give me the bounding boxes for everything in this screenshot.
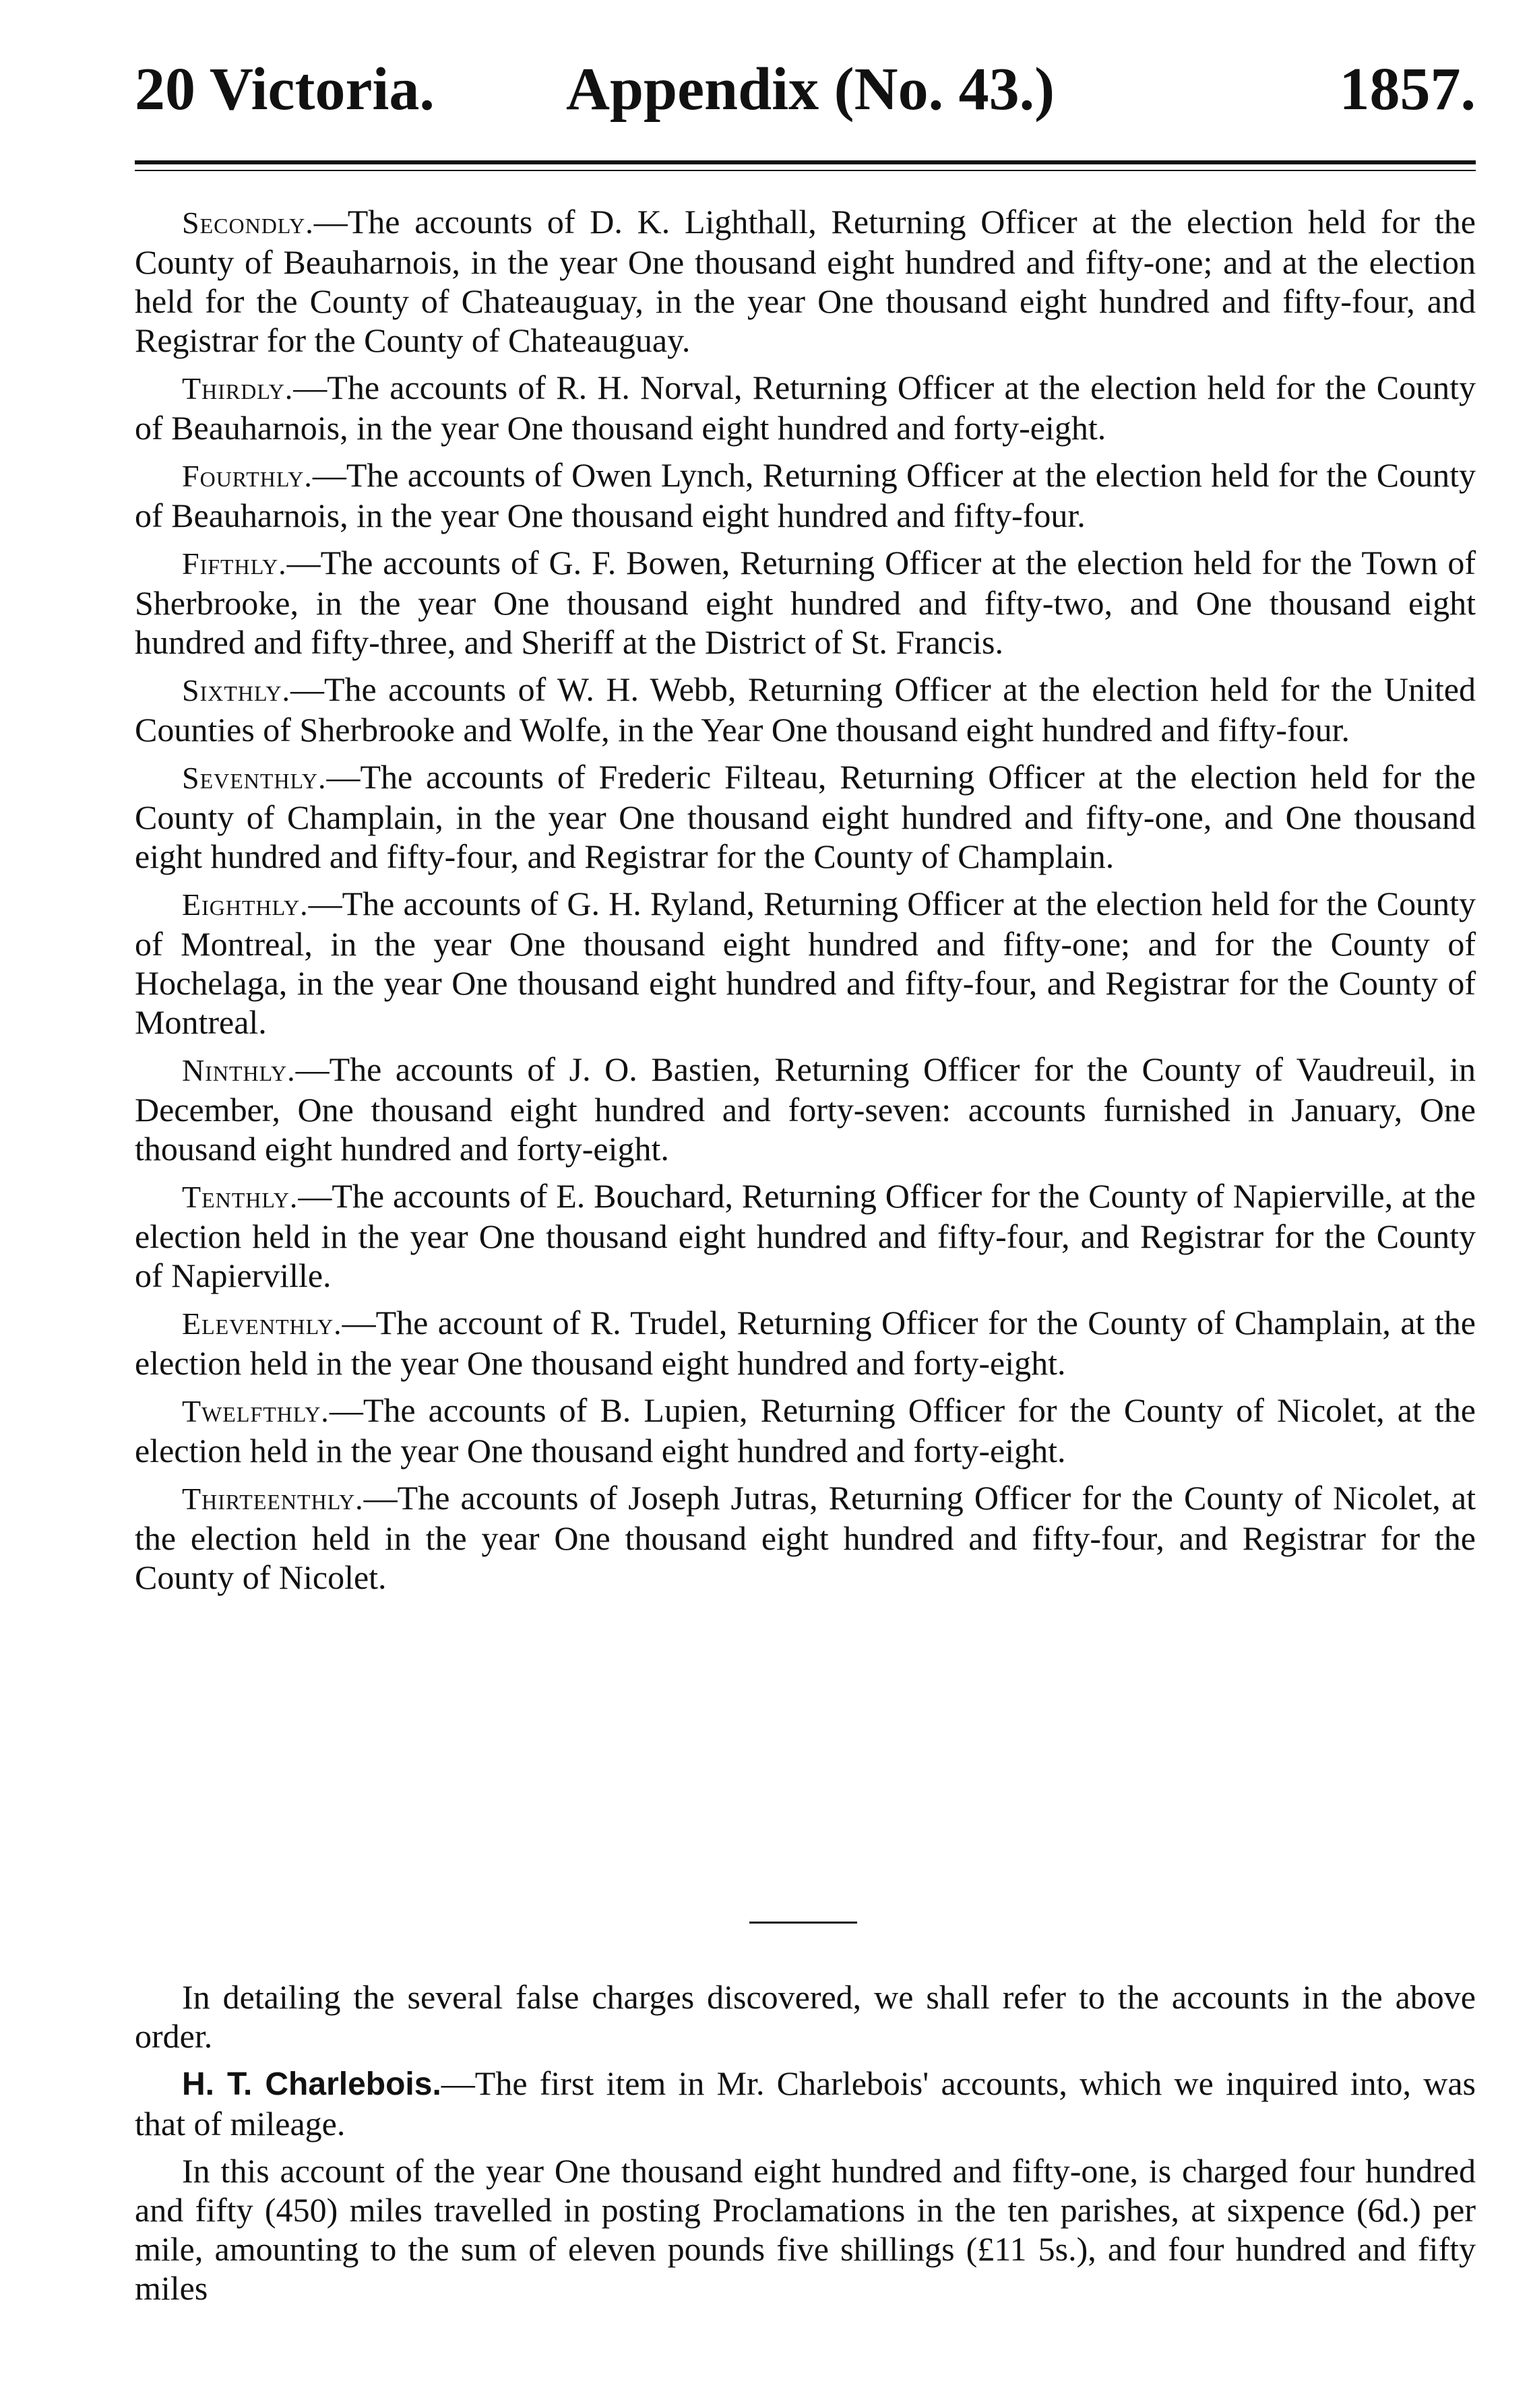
- charlebois-paragraph: [135, 2064, 1476, 2143]
- clause-text: —The account of R. Trudel, Returning Officer for the County of Champlain, at the election held in the year One thousand eight hundred and forty-eight.: [135, 1304, 1476, 1382]
- clause-text: —The accounts of D. K. Lighthall, Returning Officer at the election held for the County of Beauharnois, in the year One thousand eight hundred and fifty-one; and at the election held for the County of Chateauguay, in the year One thousand eight hundred and fifty-four, and Registrar for the County of Chateauguay.: [135, 203, 1476, 359]
- clause-lead: Twelfthly.: [182, 1394, 330, 1428]
- clause-lead: Thirteenthly.: [182, 1482, 364, 1516]
- clause-lead: Seventhly.: [182, 761, 327, 795]
- side-heading: H. T. Charlebois.: [182, 2066, 441, 2102]
- clause-text: —The accounts of G. F. Bowen, Returning Officer at the election held for the Town of Sherbrooke, in the year One thousand eight hundred and fifty-two, and One thousand eight hundred and fifty-three, and Sheriff at the District of St. Francis.: [135, 544, 1476, 661]
- section-divider: [749, 1922, 857, 1924]
- clause-text: —The accounts of B. Lupien, Returning Officer for the County of Nicolet, at the election held in the year One thousand eight hundred and forty-eight.: [135, 1391, 1476, 1469]
- mileage-paragraph: In this account of the year One thousand eight hundred and fifty-one, is charged four hundred and fifty (450) miles travelled in posting Proclamations in the ten parishes, at sixpence (6d.) per mile, amounting to the sum of eleven pounds five shillings (£11 5s.), and four hundred and fifty miles: [135, 2152, 1476, 2307]
- clause-lead: Fourthly.: [182, 459, 313, 493]
- header-appendix: Appendix (No. 43.): [566, 56, 1055, 123]
- clause-list: [135, 202, 1476, 1605]
- clause-lead: Eighthly.: [182, 887, 309, 922]
- clause-lead: Ninthly.: [182, 1053, 296, 1087]
- clause-thirdly: [135, 368, 1476, 447]
- clause-text: —The accounts of J. O. Bastien, Returning Officer for the County of Vaudreuil, in December, One thousand eight hundred and forty-seven: accounts furnished in January, One thousand eight hundred and forty-eight.: [135, 1050, 1476, 1168]
- clause-tenthly: [135, 1176, 1476, 1295]
- clause-lead: Tenthly.: [182, 1180, 299, 1214]
- header-rule-thin: [135, 170, 1476, 171]
- clause-thirteenthly: [135, 1478, 1476, 1597]
- clause-seventhly: [135, 757, 1476, 876]
- clause-text: —The accounts of Owen Lynch, Returning Officer at the election held for the County of Beauharnois, in the year One thousand eight hundred and fifty-four.: [135, 456, 1476, 534]
- clause-eighthly: [135, 884, 1476, 1042]
- clause-lead: Fifthly.: [182, 546, 287, 581]
- clause-fifthly: [135, 543, 1476, 662]
- charlebois-text: —The first item in Mr. Charlebois' accounts, which we inquired into, was that of mileage.: [135, 2064, 1476, 2143]
- clause-sixthly: [135, 670, 1476, 749]
- running-header: [135, 53, 1476, 127]
- clause-eleventhly: [135, 1303, 1476, 1383]
- clause-ninthly: [135, 1050, 1476, 1168]
- header-rule-thick: [135, 160, 1476, 164]
- clause-lead: Sixthly.: [182, 673, 290, 707]
- clause-secondly: [135, 202, 1476, 360]
- clause-text: —The accounts of Joseph Jutras, Returning Officer for the County of Nicolet, at the election held in the year One thousand eight hundred and fifty-four, and Registrar for the County of Nicolet.: [135, 1479, 1476, 1596]
- header-year: 1857.: [1339, 56, 1476, 123]
- clause-lead: Secondly.: [182, 205, 314, 240]
- findings-section: [135, 1977, 1476, 2316]
- clause-lead: Eleventhly.: [182, 1306, 342, 1341]
- clause-fourthly: [135, 455, 1476, 535]
- intro-paragraph: In detailing the several false charges discovered, we shall refer to the accounts in the above order.: [135, 1978, 1476, 2055]
- clause-text: —The accounts of R. H. Norval, Returning Officer at the election held for the County of Beauharnois, in the year One thousand eight hundred and forty-eight.: [135, 369, 1476, 447]
- clause-text: —The accounts of Frederic Filteau, Returning Officer at the election held for the County of Champlain, in the year One thousand eight hundred and fifty-one, and One thousand eight hundred and fifty-four, and Registrar for the County of Champlain.: [135, 758, 1476, 875]
- clause-text: —The accounts of W. H. Webb, Returning Officer at the election held for the United Counties of Sherbrooke and Wolfe, in the Year One thousand eight hundred and fifty-four.: [135, 670, 1476, 749]
- header-session: 20 Victoria.: [135, 56, 435, 123]
- clause-text: —The accounts of G. H. Ryland, Returning Officer at the election held for the County of Montreal, in the year One thousand eight hundred and fifty-one; and for the County of Hochelaga, in the year One thousand eight hundred and fifty-four, and Registrar for the County of Montreal.: [135, 885, 1476, 1041]
- clause-text: —The accounts of E. Bouchard, Returning Officer for the County of Napierville, at the election held in the year One thousand eight hundred and fifty-four, and Registrar for the County of Napierville.: [135, 1177, 1476, 1294]
- clause-twelfthly: [135, 1391, 1476, 1470]
- clause-lead: Thirdly.: [182, 371, 294, 406]
